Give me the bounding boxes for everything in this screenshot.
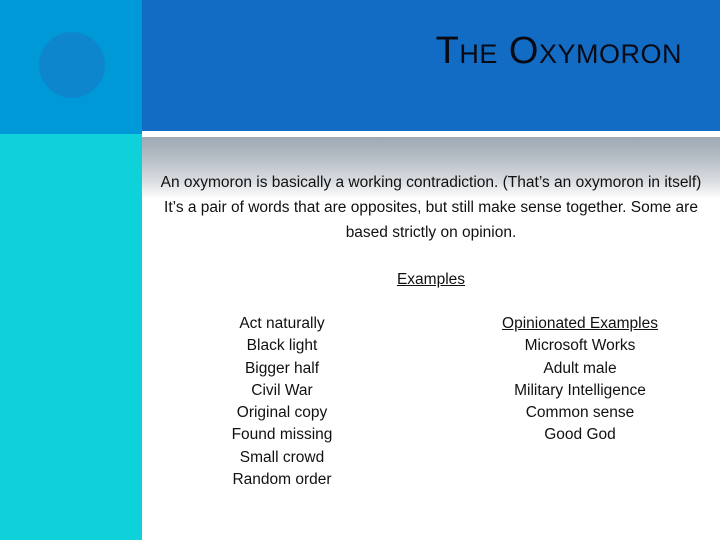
list-item: Act naturally	[239, 315, 325, 332]
circle-decoration-icon	[39, 32, 105, 98]
opinionated-examples-header: Opinionated Examples	[502, 315, 658, 332]
list-item: Black light	[246, 337, 318, 355]
slide-body	[142, 137, 720, 540]
list-item: Military Intelligence	[514, 381, 646, 399]
list-item: Civil War	[251, 381, 313, 399]
list-item: Microsoft Works	[524, 337, 636, 355]
list-item: Good God	[544, 426, 616, 444]
examples-column-left	[142, 313, 436, 491]
examples-column-right	[436, 313, 720, 491]
title-banner	[142, 0, 720, 131]
list-item: Found missing	[231, 426, 333, 444]
intro-paragraph: An oxymoron is basically a working contradiction. (That’s an oxymoron in itself) It’s a pair of words that are opposites, but still make sense together. Some are based strictly on opinion.	[160, 174, 702, 241]
sidebar-top-block	[0, 0, 142, 134]
page-title: The Oxymoron	[435, 30, 682, 72]
examples-columns	[142, 313, 720, 491]
examples-heading	[152, 271, 710, 289]
examples-heading-label: Examples	[396, 271, 466, 288]
list-item: Bigger half	[244, 359, 320, 377]
sidebar-bottom-block	[0, 134, 142, 540]
list-item: Random order	[232, 471, 332, 489]
list-item: Original copy	[236, 404, 328, 422]
list-item: Common sense	[525, 404, 635, 422]
list-item: Small crowd	[239, 448, 325, 466]
list-item: Adult male	[543, 359, 617, 377]
